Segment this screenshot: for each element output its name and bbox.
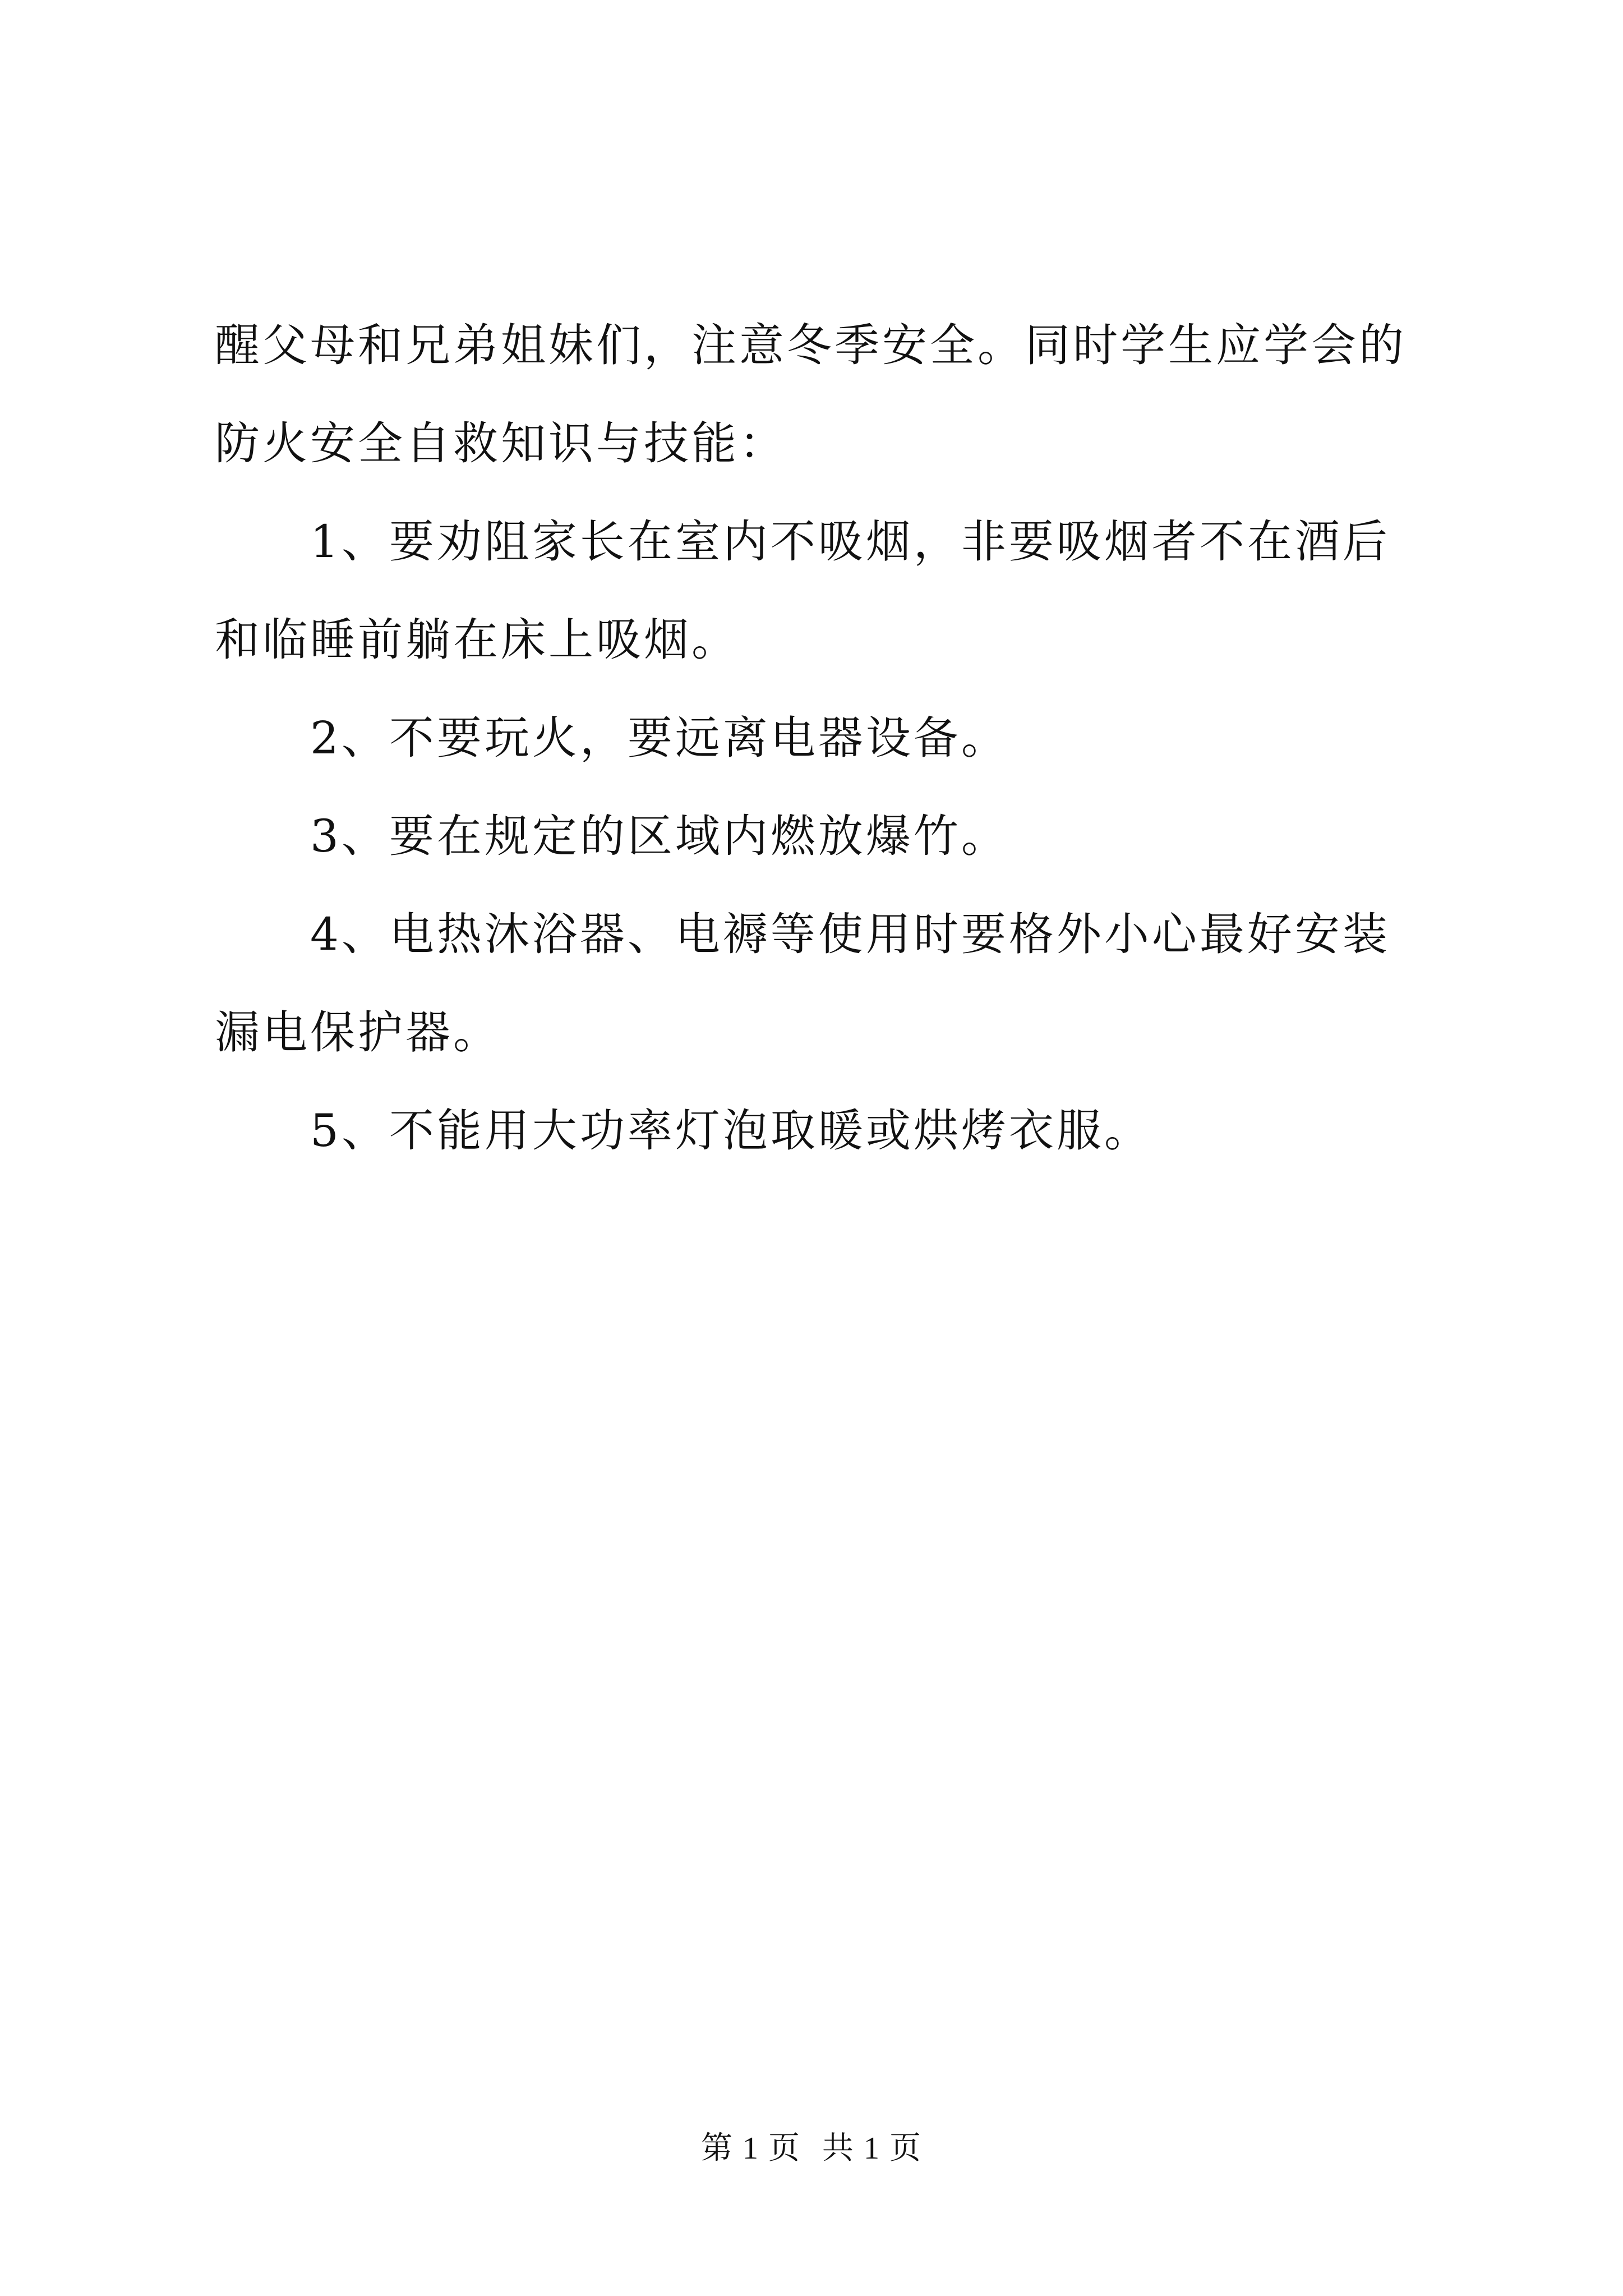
list-item-1: 1、要劝阻家长在室内不吸烟，非要吸烟者不在酒后和临睡前躺在床上吸烟。 [215, 516, 1390, 666]
list-item-4: 4、电热沐浴器、电褥等使用时要格外小心最好安装漏电保护器。 [215, 908, 1390, 1059]
list-item-3: 3、要在规定的区域内燃放爆竹。 [310, 810, 1009, 862]
page-footer [0, 2126, 1623, 2171]
list-item-2: 2、不要玩火，要远离电器设备。 [310, 712, 1009, 764]
page-number: 第 1 页 [701, 2131, 801, 2166]
paragraph-continuation: 醒父母和兄弟姐妹们，注意冬季安全。同时学生应学会的防火安全自救知识与技能： [215, 319, 1407, 470]
page-total: 共 1 页 [822, 2131, 922, 2166]
list-item-5: 5、不能用大功率灯泡取暖或烘烤衣服。 [310, 1105, 1152, 1157]
document-body [215, 296, 1416, 1180]
